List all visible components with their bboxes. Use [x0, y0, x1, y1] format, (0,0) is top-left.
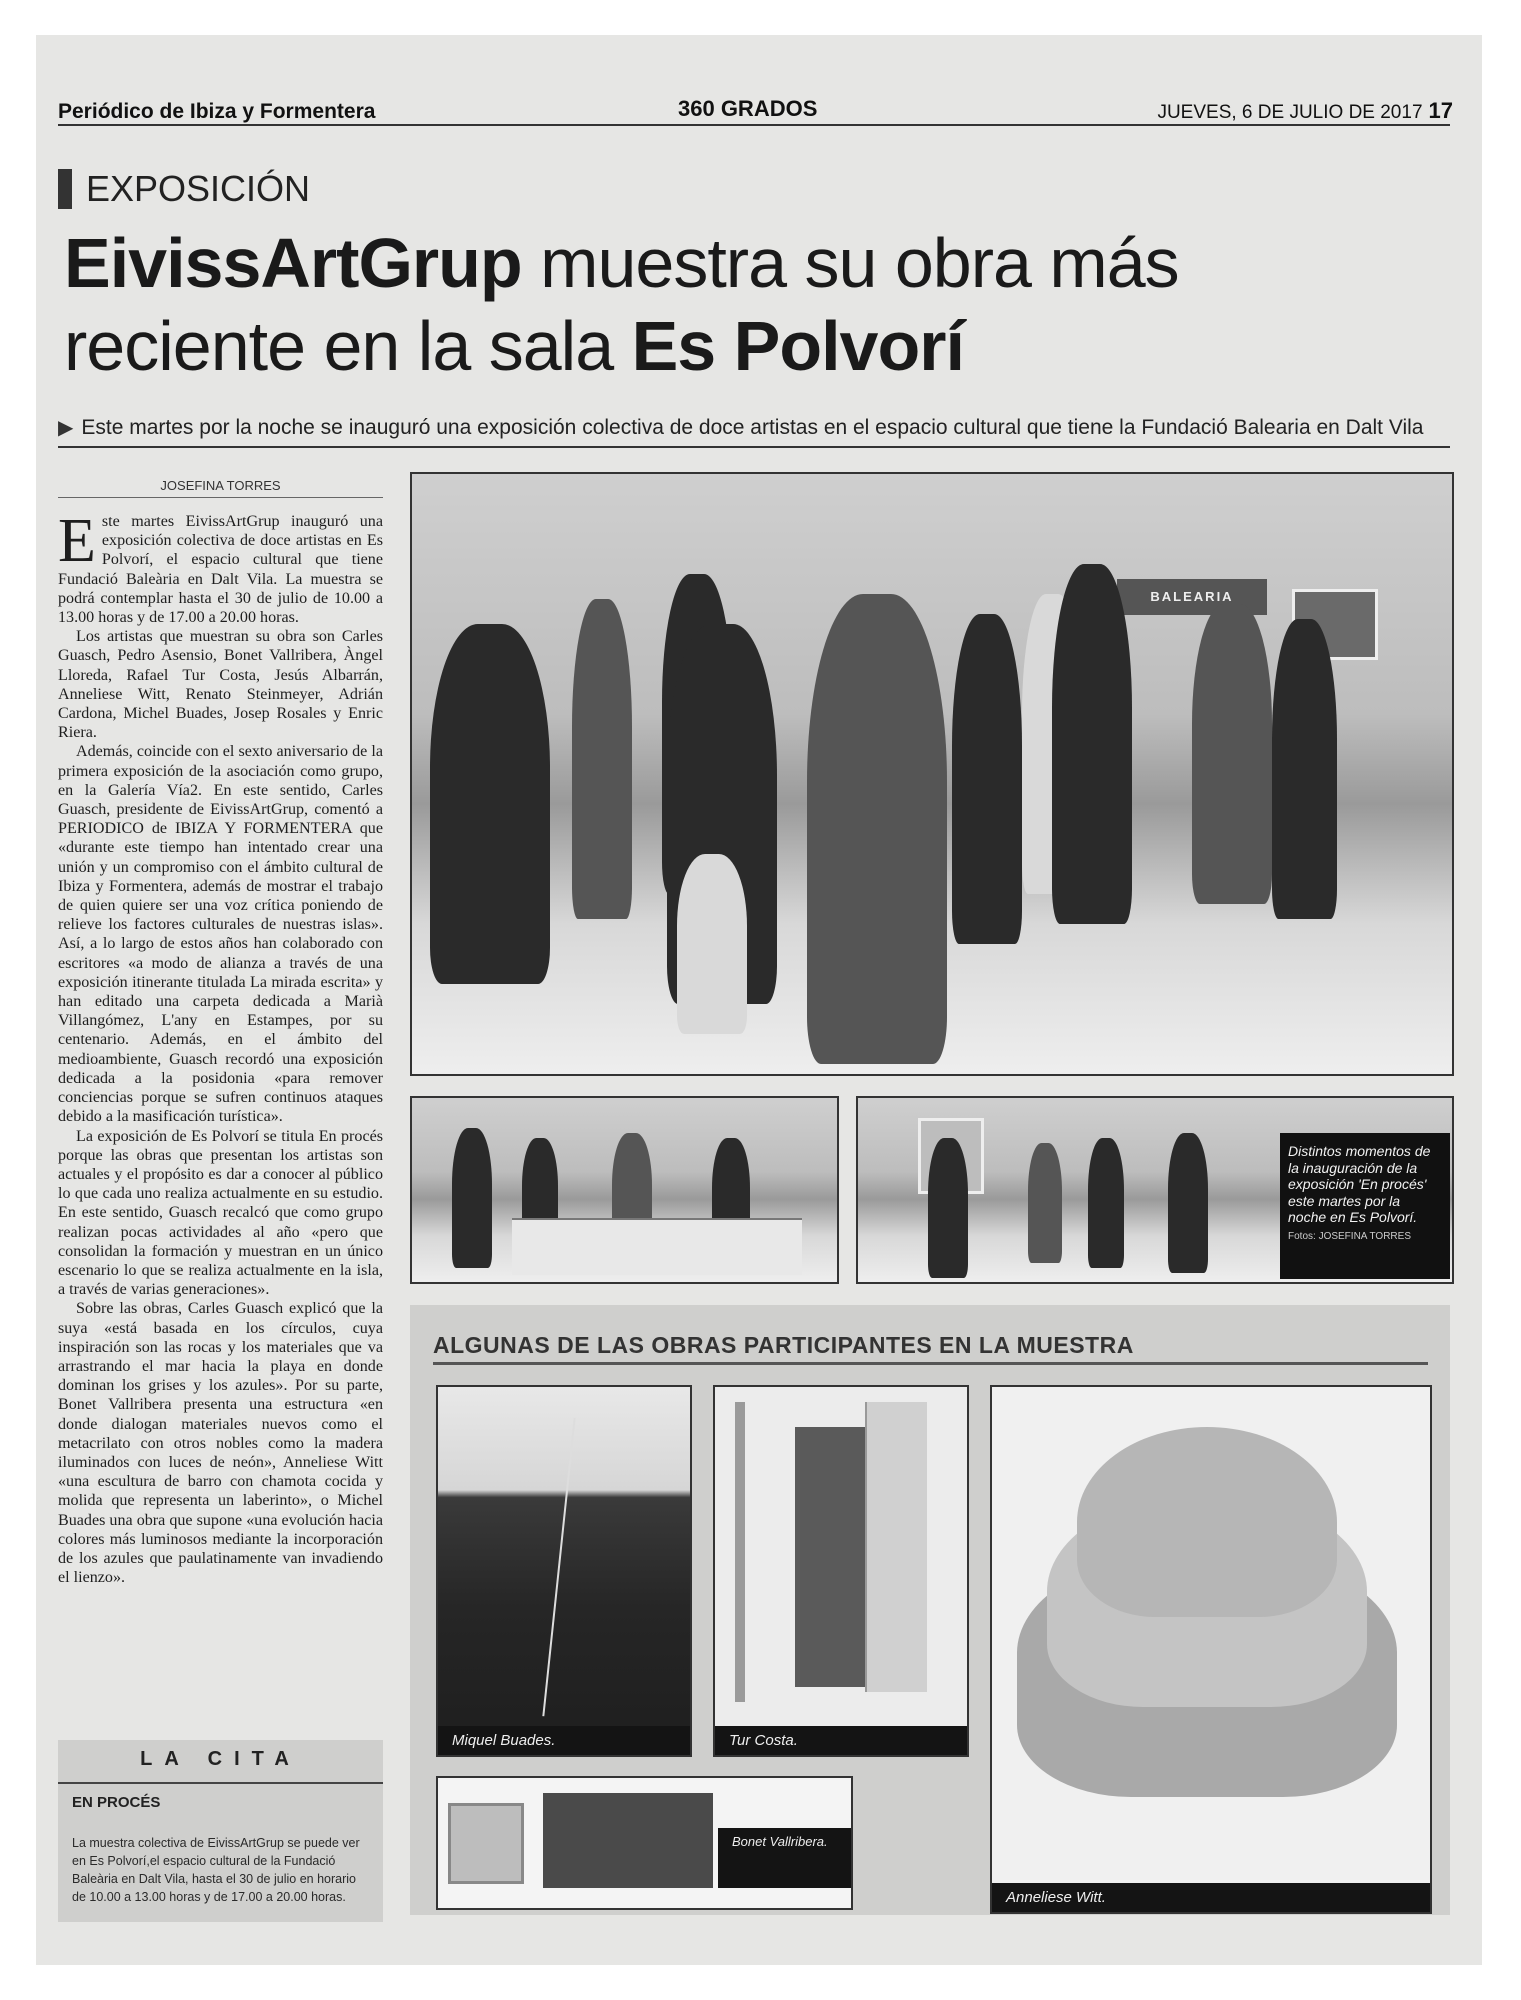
- la-cita-subtitle: EN PROCÉS: [72, 1794, 161, 1811]
- subheadline: [58, 415, 1450, 440]
- paragraph-2: Los artistas que muestran su obra son Carles Guasch, Pedro Asensio, Bonet Vallribera, Àngel Lloreda, Rafael Tur Costa, Jesús Albarrán, Anneliese Witt, Renato Steinmeyer, Adrián Cardona, Michel Buades, Josep Rosales y Enric Riera.: [58, 628, 383, 742]
- photo-caption-text: Distintos momentos de la inauguración de la exposición 'En procés' este martes por la noche en Es Polvorí.: [1288, 1143, 1431, 1225]
- artwork-label: Miquel Buades.: [438, 1726, 690, 1755]
- banner-text: BALEARIA: [1150, 589, 1234, 604]
- visitor-figure: [677, 854, 747, 1034]
- section-label: [58, 168, 310, 210]
- main-photo: [410, 472, 1454, 1076]
- page-number: 17: [1428, 98, 1453, 123]
- sculpture-inner: [1077, 1427, 1337, 1617]
- visitor-figure: [1192, 604, 1272, 904]
- artwork-box: [543, 1793, 713, 1888]
- artworks-title: ALGUNAS DE LAS OBRAS PARTICIPANTES EN LA MUESTRA: [433, 1332, 1134, 1358]
- artwork-bonet: [436, 1776, 853, 1910]
- paragraph-1: [58, 507, 383, 627]
- subheadline-text: Este martes por la noche se inauguró una exposición colectiva de doce artistas en el espacio cultural que tiene la Fundació Balearia en Dalt Vila: [81, 415, 1424, 439]
- artworks-rule: [433, 1362, 1428, 1365]
- visitor-figure: [807, 594, 947, 1064]
- arrow-icon: ▶: [58, 417, 74, 439]
- event-photo-2: [410, 1096, 839, 1284]
- visitor-figure: [928, 1138, 968, 1278]
- section-name: 360 GRADOS: [678, 96, 818, 121]
- section-label-text: EXPOSICIÓN: [86, 168, 311, 209]
- paragraph-1-text: ste martes EivissArtGrup inauguró una exposición colectiva de doce artistas en Es Polvorí, el espacio cultural que tiene Fundació Baleària en Dalt Vila. La muestra se podrá contemplar hasta el 30 de julio de 10.00 a 13.00 horas y de 17.00 a 20.00 horas.: [58, 513, 383, 627]
- headline-bold-2: Es Polvorí: [631, 307, 964, 385]
- paragraph-5: Sobre las obras, Carles Guasch explicó que la suya «está basada en los círculos, cuya inspiración son las rocas y los materiales que va arrastrando el mar hacia la playa en donde dominan los grises y los azules». Por su parte, Bonet Vallribera presenta una estructura «en donde dialogan materiales nuevos como el metacrilato con otros nobles como la madera iluminados con luces de neón», Anneliese Witt «una escultura de barro con chamota cocida y molida que representa un laberinto», o Michel Buades una obra que supone «una evolución hacia colores más luminosos mediante la incorporación de los azules que paulatinamente van invadiendo el lienzo».: [58, 1300, 383, 1587]
- artwork-panel: [865, 1402, 927, 1692]
- section-bar: [58, 169, 72, 209]
- headline-part-1: muestra su obra más: [521, 224, 1179, 302]
- date-line: [1157, 98, 1453, 124]
- artwork-line: [542, 1418, 575, 1717]
- visitor-figure: [1052, 564, 1132, 924]
- visitor-figure: [1028, 1143, 1062, 1263]
- byline-rule: [58, 497, 383, 498]
- paragraph-4: La exposición de Es Polvorí se titula En procés porque las obras que presentan los artistas son actuales y el propósito es dar a conocer al público lo que cada uno realiza actualmente en su estudio. En este sentido, Guasch recalcó que como grupo realizan pocas actividades al año «pero que consolidan la formación y muestran en un único escenario lo que se realiza actualmente en la isla, a través de varias generaciones».: [58, 1127, 383, 1299]
- photo-credit: Fotos: JOSEFINA TORRES: [1288, 1230, 1411, 1242]
- headline-bold-1: EivissArtGrup: [64, 224, 522, 302]
- artwork-buades: [436, 1385, 692, 1757]
- visitor-figure: [1088, 1138, 1124, 1268]
- photo-caption: [1280, 1133, 1450, 1279]
- display-table: [512, 1218, 802, 1275]
- la-cita-rule: [58, 1782, 383, 1784]
- artwork-label: Tur Costa.: [715, 1726, 967, 1755]
- artwork-label: Bonet Vallribera.: [718, 1828, 851, 1888]
- header-rule: [58, 124, 1450, 126]
- artwork-label: Anneliese Witt.: [992, 1883, 1430, 1912]
- byline: JOSEFINA TORRES: [160, 478, 281, 493]
- headline-part-2: reciente en la sala: [64, 307, 632, 385]
- artwork-witt: [990, 1385, 1432, 1914]
- visitor-figure: [452, 1128, 492, 1268]
- headline: [64, 222, 1364, 388]
- la-cita-text: La muestra colectiva de EivissArtGrup se puede ver en Es Polvorí,el espacio cultural de la Fundació Baleària en Dalt Vila, hasta el 30 de julio en horario de 10.00 a 13.00 horas y de 17.00 a 20.00 horas.: [72, 1836, 360, 1904]
- visitor-figure: [1272, 619, 1337, 919]
- drop-cap: E: [58, 507, 96, 575]
- issue-date: JUEVES, 6 DE JULIO DE 2017: [1157, 102, 1423, 123]
- article-body: [58, 507, 383, 1587]
- artwork-strip: [735, 1402, 745, 1702]
- visitor-figure: [1168, 1133, 1208, 1273]
- visitor-figure: [952, 614, 1022, 944]
- paragraph-3: Además, coincide con el sexto aniversario de la primera exposición de la asociación como grupo, en la Galería Vía2. En este sentido, Carles Guasch, presidente de EivissArtGrup, comentó a PERIODICO de IBIZA Y FORMENTERA que «durante este tiempo han intentado crear una unión y un compromiso con el ámbito cultural de Ibiza y Formentera, además de mostrar el trabajo de quien quiere ser una voz crítica poniendo de relieve los factores culturales de nuestras islas». Así, a lo largo de estos años han colaborado con escritores «a modo de alianza a través de una exposición itinerante titulada La mirada escrita» y han editado una carpeta dedicada a Marià Villangómez, L'any en Estampes, por su centenario. Además, en el ámbito del medioambiente, Guasch recordó una exposición dedicada a la posidonia «para remover conciencias porque se sufren continuos ataques debido a la masificación turística».: [58, 743, 383, 1126]
- artwork-panel: [795, 1427, 865, 1687]
- visitor-figure: [572, 599, 632, 919]
- newspaper-name: Periódico de Ibiza y Formentera: [58, 100, 376, 123]
- la-cita-title: LA CITA: [140, 1748, 301, 1770]
- artwork-square: [448, 1803, 524, 1884]
- visitor-figure: [430, 624, 550, 984]
- artwork-tur-costa: [713, 1385, 969, 1757]
- subheadline-rule: [58, 446, 1450, 448]
